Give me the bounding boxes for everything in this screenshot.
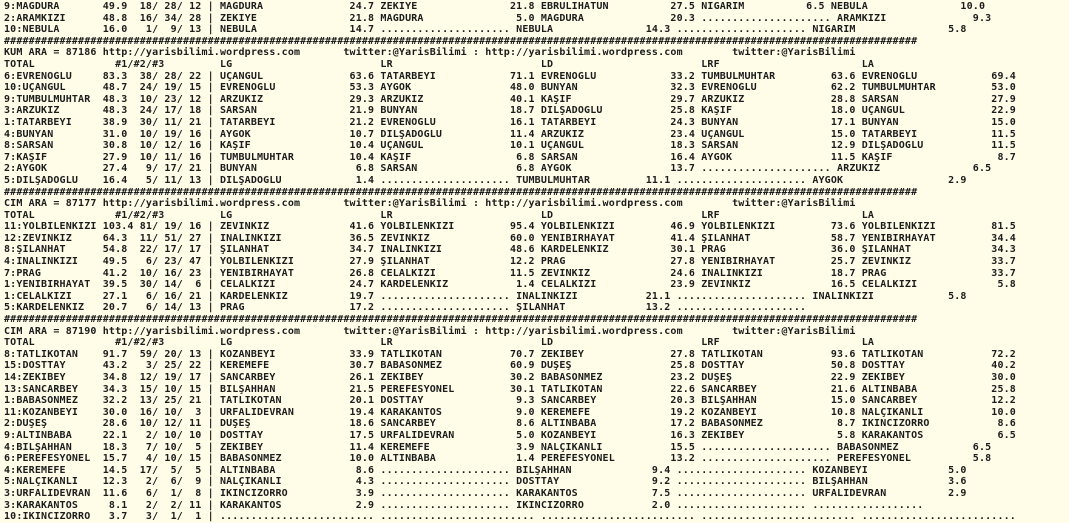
table-row: 7:KAŞİF 27.9 10/ 11/ 16 | TUMBULMUHTAR 10.4 KAŞİF 6.8 SARSAN 16.4 AYGÖK 11.5 KAŞİF 8.7	[4, 151, 1016, 163]
section-divider: ####################################################################################################################################################	[4, 314, 918, 326]
table-row: 11:YOLBİLENKIZI 103.4 81/ 19/ 16 | ZEVİNKIZ 41.6 YOLBİLENKIZI 95.4 YOLBİLENKIZI 46.9 YOLBİLENKIZI 73.6 YOLBİLENKIZI 81.5	[4, 221, 1016, 233]
table-row: 3:URFALIDEVRAN 11.6 6/ 1/ 8 | İKİNCİZORRO 3.9 ..................... KARAKANTOS 7.5 ..................... URFALIDEVRAN 2.9	[4, 487, 967, 499]
table-row: 3:KARAKANTOS 8.1 2/ 2/ 11 | KARAKANTOS 2.9 ..................... İKİNCİZORRO 2.0 ..................... ..................	[4, 499, 924, 511]
table-row: 13:SANCARBEY 34.3 15/ 10/ 15 | BİLŞAHHAN 21.5 PEREFESYONEL 30.1 TATLIKOTAN 22.6 SANCARBEY 21.6 ALTINBABA 25.8	[4, 383, 1016, 395]
table-row: 10:NEBULA 16.0 1/ 9/ 13 | NEBULA 14.7 ..................... NEBULA 14.3 ..................... NİGARIM 5.8	[4, 24, 967, 36]
race-header: KUM ARA = 87186 http://yarisbilimi.wordpress.com twitter:@YarisBilimi : http://yarisbilimi.wordpress.com twitter:@YarisBilimi	[4, 47, 856, 59]
race-header: CIM ARA = 87177 http://yarisbilimi.wordpress.com twitter:@YarisBilimi : http://yarisbilimi.wordpress.com twitter:@YarisBilimi	[4, 198, 856, 210]
table-row: 1:YENİBİRHAYAT 39.5 30/ 14/ 6 | CELALKIZI 24.7 KARDELENKIZ 1.4 CELALKIZI 23.9 ZEVİNKIZ 16.5 CELALKIZI 5.8	[4, 279, 1016, 291]
table-row: 8:SARSAN 30.8 10/ 12/ 16 | KAŞİF 10.4 UÇANGÜL 10.1 UÇANGÜL 18.3 SARSAN 12.9 DİLŞADOĞLU 11.5	[4, 140, 1016, 152]
table-row: 11:KOZANBEYİ 30.0 16/ 10/ 3 | URFALIDEVRAN 19.4 KARAKANTOS 9.0 KEREMEFE 19.2 KOZANBEYİ 10.8 NALÇIKANLI 10.0	[4, 406, 1016, 418]
table-row: 6:PEREFESYONEL 15.7 4/ 10/ 15 | BABASÖNMEZ 10.0 ALTINBABA 1.4 PEREFESYONEL 13.2 ..................... PEREFESYONEL 5.8	[4, 453, 992, 465]
table-row: 2:ARAMKIZI 48.8 16/ 34/ 28 | ZEKİYE 21.8 MAĞDURA 5.0 MAĞDURA 20.3 ..................... ARAMKIZI 9.3	[4, 12, 992, 24]
section-divider: ####################################################################################################################################################	[4, 186, 918, 198]
table-row: 9:ALTINBABA 22.1 2/ 10/ 10 | DOSTTAY 17.5 URFALIDEVRAN 5.0 KOZANBEYİ 16.3 ZEKİBEY 5.8 KARAKANTOS 6.5	[4, 429, 1016, 441]
table-row: 5:DİLŞADOĞLU 16.4 5/ 11/ 13 | DİLŞADOĞLU 1.4 ..................... TUMBULMUHTAR 11.1 ..................... AYGÖK 2.9	[4, 174, 967, 186]
table-row: 10:İKİNCİZORRO 3.7 3/ 1/ 1 | ......................... ......................... ......................... ......................... .........................	[4, 511, 1016, 523]
table-row: 8:TATLIKOTAN 91.7 59/ 20/ 13 | KOZANBEYİ 33.9 TATLIKOTAN 70.7 ZEKİBEY 27.8 TATLIKOTAN 93.6 TATLIKOTAN 72.2	[4, 348, 1016, 360]
table-row: 9:MAĞDURA 49.9 18/ 28/ 12 | MAĞDURA 24.7 ZEKİYE 21.8 EBRULİHATUN 27.5 NİGARIM 6.5 NEBULA 10.0	[4, 1, 986, 12]
table-row: 4:KEREMEFE 14.5 17/ 5/ 5 | ALTINBABA 8.6 ..................... BİLŞAHHAN 9.4 ..................... KOZANBEYİ 5.0	[4, 464, 967, 476]
table-row: 7:PRAG 41.2 10/ 16/ 23 | YENİBİRHAYAT 26.8 CELALKIZI 11.5 ZEVİNKIZ 24.6 İNALINKIZI 18.7 PRAG 33.7	[4, 267, 1016, 279]
table-row: 2:DÜŞEŞ 28.6 10/ 12/ 11 | DÜŞEŞ 18.6 SANCARBEY 8.6 ALTINBABA 17.2 BABASÖNMEZ 8.7 İKİNCİZORRO 8.6	[4, 418, 1016, 430]
table-row: 3:ARZUKIZ 48.3 24/ 17/ 18 | SARSAN 21.9 BÜNYAN 18.7 DİLŞADOĞLU 25.8 KAŞİF 18.0 UÇANGÜL 22.9	[4, 105, 1016, 117]
table-row: 10:UÇANGÜL 48.7 24/ 19/ 15 | EVRENOĞLU 53.3 AYGÖK 48.0 BÜNYAN 32.3 EVRENOĞLU 62.2 TUMBULMUHTAR 53.0	[4, 82, 1016, 94]
table-row: 1:CELALKIZI 27.1 6/ 16/ 21 | KARDELENKIZ 19.7 ..................... İNALINKIZI 21.1 ..................... İNALINKIZI 5.8	[4, 290, 967, 302]
column-header-row: TOTAL #1/#2/#3 LG LR LD LRF LA	[4, 337, 875, 349]
section-divider: ####################################################################################################################################################	[4, 35, 918, 47]
table-row: 1:BABASÖNMEZ 32.2 13/ 25/ 21 | TATLIKOTAN 20.1 DOSTTAY 9.3 SANCARBEY 20.3 BİLŞAHHAN 15.0 SANCARBEY 12.2	[4, 395, 1016, 407]
race-header: CIM ARA = 87190 http://yarisbilimi.wordpress.com twitter:@YarisBilimi : http://yarisbilimi.wordpress.com twitter:@YarisBilimi	[4, 325, 856, 337]
table-row: 6:EVRENOĞLU 83.3 38/ 28/ 22 | UÇANGÜL 63.6 TATARBEYİ 71.1 EVRENOĞLU 33.2 TUMBULMUHTAR 63.6 EVRENOĞLU 69.4	[4, 70, 1016, 82]
table-row: 12:ZEVİNKIZ 64.3 11/ 51/ 27 | İNALINKIZI 36.5 ZEVİNKIZ 60.0 YENİBİRHAYAT 41.4 ŞİLANHAT 58.7 YENİBİRHAYAT 34.4	[4, 232, 1016, 244]
column-header-row: TOTAL #1/#2/#3 LG LR LD LRF LA	[4, 58, 875, 70]
table-row: 14:ZEKİBEY 34.8 12/ 19/ 17 | SANCARBEY 26.1 ZEKİBEY 30.2 BABASÖNMEZ 23.2 DÜŞEŞ 22.9 ZEKİBEY 30.0	[4, 372, 1016, 383]
table-row: 4:BİLŞAHHAN 18.3 7/ 10/ 5 | ZEKİBEY 11.4 KEREMEFE 3.9 NALÇIKANLI 15.5 ..................... BABASÖNMEZ 6.5	[4, 441, 992, 453]
table-row: 5:KARDELENKIZ 20.7 6/ 14/ 13 | PRAG 17.2 ..................... ŞİLANHAT 13.2 .....................	[4, 302, 807, 314]
table-row: 15:DOSTTAY 43.2 3/ 25/ 22 | KEREMEFE 30.7 BABASÖNMEZ 60.9 DÜŞEŞ 25.8 DOSTTAY 50.8 DOSTTAY 40.2	[4, 360, 1016, 372]
table-row: 9:TUMBULMUHTAR 48.3 10/ 23/ 12 | ARZUKIZ 29.3 ARZUKIZ 40.1 KAŞİF 29.7 ARZUKIZ 28.8 SARSAN 27.9	[4, 93, 1016, 105]
column-header-row: TOTAL #1/#2/#3 LG LR LD LRF LA	[4, 209, 875, 221]
table-row: 8:ŞİLANHAT 54.8 22/ 17/ 17 | ŞİLANHAT 34.7 İNALINKIZI 48.6 KARDELENKIZ 30.1 PRAG 36.0 ŞİLANHAT 34.3	[4, 244, 1016, 256]
table-row: 1:TATARBEYİ 38.9 30/ 11/ 21 | TATARBEYİ 21.2 EVRENOĞLU 16.1 TATARBEYİ 24.3 BÜNYAN 17.1 BÜNYAN 15.0	[4, 116, 1016, 128]
table-row: 4:BÜNYAN 31.0 10/ 19/ 16 | AYGÖK 10.7 DİLŞADOĞLU 11.4 ARZUKIZ 23.4 UÇANGÜL 15.0 TATARBEYİ 11.5	[4, 128, 1016, 140]
table-row: 5:NALÇIKANLI 12.3 2/ 6/ 9 | NALÇIKANLI 4.3 ..................... DOSTTAY 9.2 ..................... BİLŞAHHAN 3.6	[4, 476, 967, 488]
table-row: 2:AYGÖK 27.4 9/ 17/ 21 | BÜNYAN 6.8 SARSAN 6.8 AYGÖK 13.7 ..................... ARZUKIZ 6.5	[4, 163, 992, 175]
table-row: 4:İNALINKIZI 49.5 6/ 23/ 47 | YOLBİLENKIZI 27.9 ŞİLANHAT 12.2 PRAG 27.8 YENİBİRHAYAT 25.7 ZEVİNKIZ 33.7	[4, 256, 1016, 268]
